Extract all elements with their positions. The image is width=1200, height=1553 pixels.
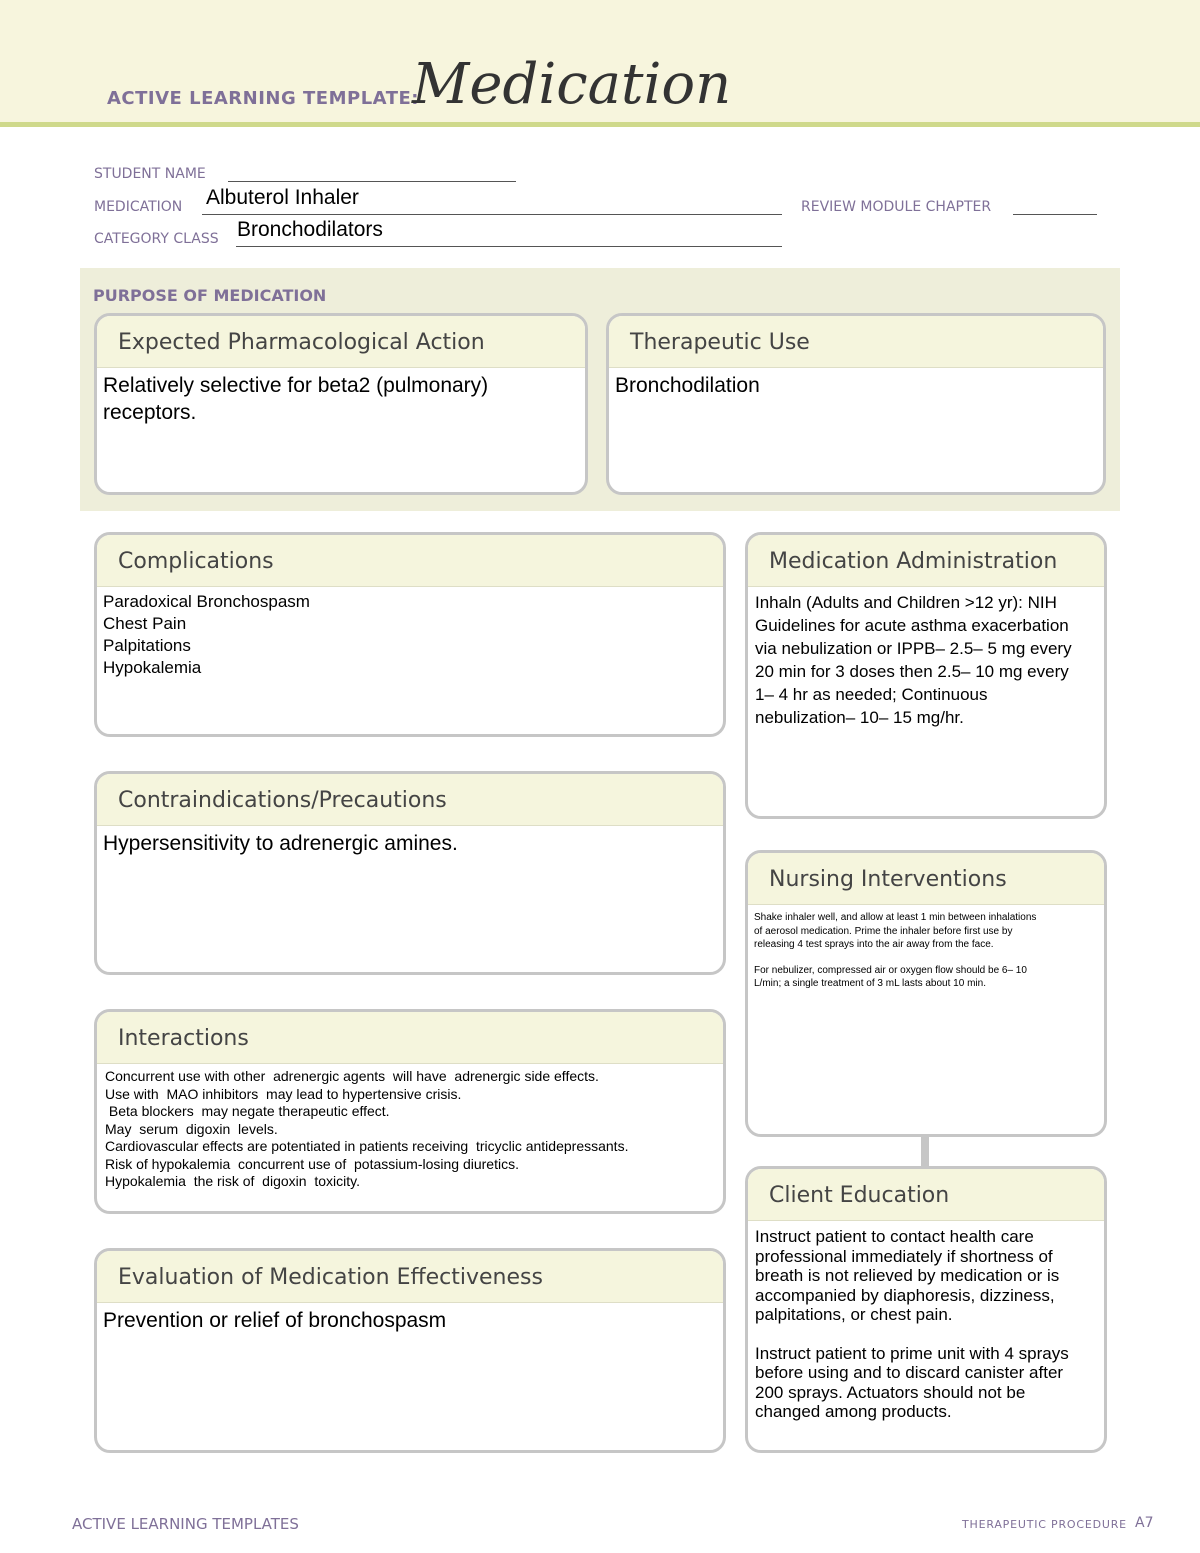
card-title: Evaluation of Medication Effectiveness [97,1251,723,1303]
therapeutic-use-card [606,313,1106,495]
card-title: Medication Administration [748,535,1104,587]
nursing-line: of aerosol medication. Prime the inhaler before first use by [754,925,1013,937]
complications-text[interactable] [97,587,723,679]
card-title: Client Education [748,1169,1104,1221]
complication-item: Chest Pain [103,614,187,633]
complication-item: Palpitations [103,636,191,655]
medication-label: MEDICATION [94,199,183,215]
interaction-item: Use with MAO inhibitors may lead to hypertensive crisis. [105,1085,462,1102]
therapeutic-use-text[interactable]: Bronchodilation [615,374,760,397]
interaction-item: Beta blockers may negate therapeutic effect. [105,1103,390,1119]
expected-action-card [94,313,588,495]
interactions-card [94,1009,726,1214]
interactions-text[interactable] [97,1064,723,1191]
card-title: Nursing Interventions [748,853,1104,905]
evaluation-text[interactable]: Prevention or relief of bronchospasm [103,1309,447,1332]
interaction-item: Risk of hypokalemia concurrent use of potassium-losing diuretics. [105,1155,519,1172]
template-title: Medication [412,52,732,117]
card-title: Contraindications/Precautions [97,774,723,826]
footer-right: THERAPEUTIC PROCEDURE [962,1518,1127,1531]
review-module-label: REVIEW MODULE CHAPTER [801,199,992,215]
complication-item: Hypokalemia [103,658,202,677]
medication-administration-text[interactable]: Inhaln (Adults and Children >12 yr): NIH Guidelines for acute asthma exacerbation via nebulization or IPPB– 2.5– 5 mg every 20 min for 3 doses then 2.5– 10 mg every 1– 4 hr as needed; Continuous nebulization– 10– 15 mg/hr. [755,593,1072,727]
category-class-field-line [236,246,782,247]
template-label: ACTIVE LEARNING TEMPLATE: [107,88,419,109]
student-name-field[interactable] [228,181,516,182]
paragraph-gap [755,1325,1090,1344]
card-title: Expected Pharmacological Action [97,316,585,368]
nursing-interventions-card [745,850,1107,1137]
nursing-line: Shake inhaler well, and allow at least 1 min between inhalations [754,912,1037,923]
evaluation-card [94,1248,726,1453]
nursing-line: For nebulizer, compressed air or oxygen flow should be 6– 10 [754,964,1027,976]
category-class-label: CATEGORY CLASS [94,231,219,247]
purpose-label: PURPOSE OF MEDICATION [93,286,327,305]
contraindications-text[interactable]: Hypersensitivity to adrenergic amines. [103,832,458,855]
medication-field[interactable]: Albuterol Inhaler [206,186,359,209]
complications-card [94,532,726,737]
interaction-item: Cardiovascular effects are potentiated in patients receiving tricyclic antidepressants. [105,1138,629,1154]
paragraph-gap [754,952,1098,964]
client-education-card [745,1166,1107,1453]
interaction-item: May serum digoxin levels. [105,1120,278,1137]
medication-field-line [202,214,782,215]
card-title: Interactions [97,1012,723,1064]
interaction-item: Concurrent use with other adrenergic agents will have adrenergic side effects. [105,1068,599,1084]
expected-action-text[interactable]: Relatively selective for beta2 (pulmonary) receptors. [103,374,489,424]
interaction-item: Hypokalemia the risk of digoxin toxicity. [105,1173,360,1189]
category-class-field[interactable]: Bronchodilators [237,218,383,241]
education-paragraph: Instruct patient to prime unit with 4 sprays before using and to discard canister after 200 sprays. Actuators should not be changed among products. [755,1343,1069,1421]
review-module-field[interactable] [1013,214,1097,215]
student-name-label: STUDENT NAME [94,166,206,182]
card-title: Therapeutic Use [609,316,1103,368]
header-divider [0,122,1200,127]
education-paragraph: Instruct patient to contact health care professional immediately if shortness of breath is not relieved by medication or is accompanied by diaphoresis, dizziness, palpitations, or chest pain. [755,1227,1060,1324]
complication-item: Paradoxical Bronchospasm [103,592,310,611]
card-connector [921,1136,929,1166]
medication-administration-card [745,532,1107,819]
contraindications-card [94,771,726,975]
nursing-line: L/min; a single treatment of 3 mL lasts about 10 min. [754,978,986,989]
client-education-text[interactable] [748,1221,1104,1422]
page-number: A7 [1135,1515,1154,1531]
nursing-interventions-text[interactable] [748,905,1104,991]
nursing-line: releasing 4 test sprays into the air away from the face. [754,939,994,950]
footer-left: ACTIVE LEARNING TEMPLATES [72,1515,299,1533]
card-title: Complications [97,535,723,587]
